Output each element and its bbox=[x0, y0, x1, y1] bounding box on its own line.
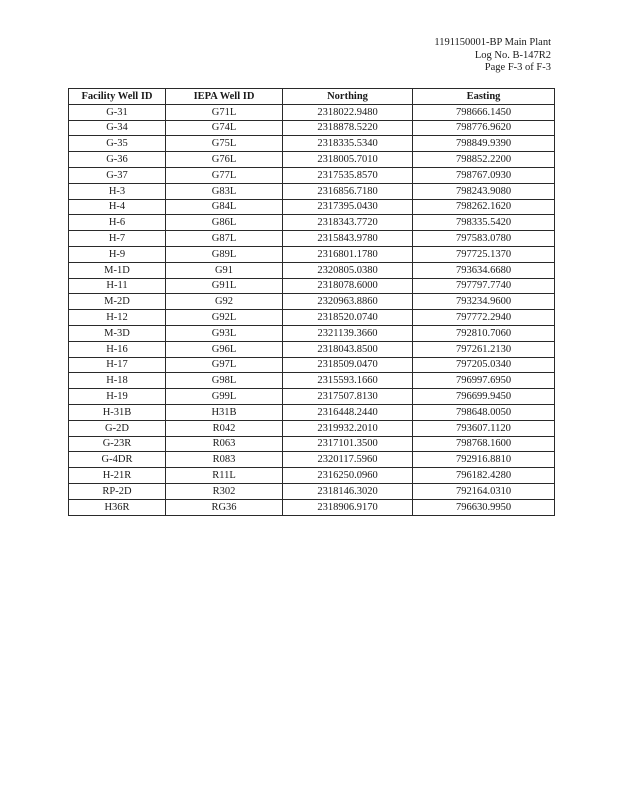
facility-well-id-cell: H-18 bbox=[69, 373, 166, 389]
northing-cell: 2318022.9480 bbox=[283, 104, 413, 120]
northing-cell: 2320117.5960 bbox=[283, 452, 413, 468]
page-number: Page F-3 of F-3 bbox=[484, 62, 551, 73]
iepa-well-id-cell: R11L bbox=[166, 468, 283, 484]
table-row bbox=[69, 310, 555, 326]
facility-well-id-cell: H-6 bbox=[69, 215, 166, 231]
iepa-well-id-cell: G96L bbox=[166, 341, 283, 357]
facility-well-id-cell: H-12 bbox=[69, 310, 166, 326]
facility-well-id-cell: M-1D bbox=[69, 262, 166, 278]
table-row bbox=[69, 215, 555, 231]
table-row bbox=[69, 120, 555, 136]
iepa-well-id-cell: G71L bbox=[166, 104, 283, 120]
northing-cell: 2317101.3500 bbox=[283, 436, 413, 452]
facility-well-id-cell: G-37 bbox=[69, 167, 166, 183]
northing-cell: 2316448.2440 bbox=[283, 404, 413, 420]
northing-cell: 2316856.7180 bbox=[283, 183, 413, 199]
easting-cell: 798335.5420 bbox=[413, 215, 555, 231]
iepa-well-id-cell: G92 bbox=[166, 294, 283, 310]
easting-cell: 797583.0780 bbox=[413, 231, 555, 247]
facility-well-id-cell: G-2D bbox=[69, 420, 166, 436]
iepa-well-id-cell: G74L bbox=[166, 120, 283, 136]
easting-cell: 793234.9600 bbox=[413, 294, 555, 310]
facility-well-id-cell: H-31B bbox=[69, 404, 166, 420]
facility-well-id-cell: H-4 bbox=[69, 199, 166, 215]
easting-cell: 796630.9950 bbox=[413, 499, 555, 515]
iepa-well-id-cell: H31B bbox=[166, 404, 283, 420]
easting-cell: 798776.9620 bbox=[413, 120, 555, 136]
facility-well-id-cell: M-3D bbox=[69, 325, 166, 341]
easting-cell: 798666.1450 bbox=[413, 104, 555, 120]
iepa-well-id-cell: R083 bbox=[166, 452, 283, 468]
easting-cell: 798767.0930 bbox=[413, 167, 555, 183]
easting-cell: 792164.0310 bbox=[413, 483, 555, 499]
facility-well-id-cell: H-17 bbox=[69, 357, 166, 373]
facility-well-id-cell: M-2D bbox=[69, 294, 166, 310]
table-row bbox=[69, 231, 555, 247]
table-row bbox=[69, 499, 555, 515]
facility-well-id-cell: H-11 bbox=[69, 278, 166, 294]
northing-cell: 2315843.9780 bbox=[283, 231, 413, 247]
iepa-well-id-cell: G83L bbox=[166, 183, 283, 199]
easting-cell: 797205.0340 bbox=[413, 357, 555, 373]
facility-well-id-cell: H-16 bbox=[69, 341, 166, 357]
easting-cell: 797797.7740 bbox=[413, 278, 555, 294]
easting-cell: 798243.9080 bbox=[413, 183, 555, 199]
iepa-well-id-cell: G97L bbox=[166, 357, 283, 373]
easting-cell: 792916.8810 bbox=[413, 452, 555, 468]
iepa-well-id-cell: R042 bbox=[166, 420, 283, 436]
northing-cell: 2318509.0470 bbox=[283, 357, 413, 373]
northing-cell: 2317395.0430 bbox=[283, 199, 413, 215]
northing-cell: 2316801.1780 bbox=[283, 246, 413, 262]
northing-cell: 2318078.6000 bbox=[283, 278, 413, 294]
easting-cell: 796997.6950 bbox=[413, 373, 555, 389]
northing-cell: 2318520.0740 bbox=[283, 310, 413, 326]
facility-well-id-cell: RP-2D bbox=[69, 483, 166, 499]
iepa-well-id-cell: G89L bbox=[166, 246, 283, 262]
iepa-well-id-cell: G77L bbox=[166, 167, 283, 183]
iepa-well-id-cell: G86L bbox=[166, 215, 283, 231]
northing-cell: 2318005.7010 bbox=[283, 152, 413, 168]
facility-well-id-cell: H-9 bbox=[69, 246, 166, 262]
northing-cell: 2318146.3020 bbox=[283, 483, 413, 499]
easting-cell: 798852.2200 bbox=[413, 152, 555, 168]
iepa-well-id-cell: G93L bbox=[166, 325, 283, 341]
table-row bbox=[69, 341, 555, 357]
facility-well-id-cell: G-31 bbox=[69, 104, 166, 120]
table-row bbox=[69, 167, 555, 183]
document-header bbox=[434, 37, 551, 75]
table-row bbox=[69, 325, 555, 341]
table-row bbox=[69, 389, 555, 405]
header-iepa-well-id: IEPA Well ID bbox=[166, 89, 283, 105]
easting-cell: 793607.1120 bbox=[413, 420, 555, 436]
northing-cell: 2320805.0380 bbox=[283, 262, 413, 278]
table-row bbox=[69, 468, 555, 484]
table-row bbox=[69, 483, 555, 499]
easting-cell: 797725.1370 bbox=[413, 246, 555, 262]
iepa-well-id-cell: G76L bbox=[166, 152, 283, 168]
northing-cell: 2318343.7720 bbox=[283, 215, 413, 231]
iepa-well-id-cell: G92L bbox=[166, 310, 283, 326]
northing-cell: 2317507.8130 bbox=[283, 389, 413, 405]
iepa-well-id-cell: G98L bbox=[166, 373, 283, 389]
northing-cell: 2318043.8500 bbox=[283, 341, 413, 357]
table-row bbox=[69, 246, 555, 262]
easting-cell: 796182.4280 bbox=[413, 468, 555, 484]
easting-cell: 798768.1600 bbox=[413, 436, 555, 452]
northing-cell: 2321139.3660 bbox=[283, 325, 413, 341]
northing-cell: 2319932.2010 bbox=[283, 420, 413, 436]
facility-well-id-cell: H-19 bbox=[69, 389, 166, 405]
easting-cell: 798648.0050 bbox=[413, 404, 555, 420]
facility-well-id-cell: G-35 bbox=[69, 136, 166, 152]
table-row bbox=[69, 199, 555, 215]
northing-cell: 2315593.1660 bbox=[283, 373, 413, 389]
table-row bbox=[69, 436, 555, 452]
well-coordinates-table bbox=[68, 88, 555, 516]
facility-well-id-cell: G-36 bbox=[69, 152, 166, 168]
iepa-well-id-cell: G84L bbox=[166, 199, 283, 215]
facility-well-id-cell: H36R bbox=[69, 499, 166, 515]
facility-well-id-cell: G-4DR bbox=[69, 452, 166, 468]
table-row bbox=[69, 262, 555, 278]
iepa-well-id-cell: R063 bbox=[166, 436, 283, 452]
facility-well-id-cell: G-34 bbox=[69, 120, 166, 136]
facility-well-id-cell: H-3 bbox=[69, 183, 166, 199]
easting-cell: 796699.9450 bbox=[413, 389, 555, 405]
easting-cell: 792810.7060 bbox=[413, 325, 555, 341]
northing-cell: 2318335.5340 bbox=[283, 136, 413, 152]
table-row bbox=[69, 278, 555, 294]
table-header-row bbox=[69, 89, 555, 105]
iepa-well-id-cell: G91 bbox=[166, 262, 283, 278]
table-row bbox=[69, 152, 555, 168]
iepa-well-id-cell: G99L bbox=[166, 389, 283, 405]
facility-well-id-cell: G-23R bbox=[69, 436, 166, 452]
iepa-well-id-cell: G75L bbox=[166, 136, 283, 152]
northing-cell: 2317535.8570 bbox=[283, 167, 413, 183]
iepa-well-id-cell: R302 bbox=[166, 483, 283, 499]
easting-cell: 798849.9390 bbox=[413, 136, 555, 152]
easting-cell: 797261.2130 bbox=[413, 341, 555, 357]
table-body bbox=[69, 104, 555, 515]
table-row bbox=[69, 104, 555, 120]
table-row bbox=[69, 404, 555, 420]
table-row bbox=[69, 183, 555, 199]
table-row bbox=[69, 294, 555, 310]
iepa-well-id-cell: RG36 bbox=[166, 499, 283, 515]
table-row bbox=[69, 373, 555, 389]
iepa-well-id-cell: G87L bbox=[166, 231, 283, 247]
header-facility-well-id: Facility Well ID bbox=[69, 89, 166, 105]
table-row bbox=[69, 420, 555, 436]
northing-cell: 2318878.5220 bbox=[283, 120, 413, 136]
project-number: 1191150001-BP Main Plant bbox=[434, 37, 551, 48]
header-northing: Northing bbox=[283, 89, 413, 105]
facility-well-id-cell: H-7 bbox=[69, 231, 166, 247]
northing-cell: 2316250.0960 bbox=[283, 468, 413, 484]
table-row bbox=[69, 136, 555, 152]
facility-well-id-cell: H-21R bbox=[69, 468, 166, 484]
easting-cell: 797772.2940 bbox=[413, 310, 555, 326]
iepa-well-id-cell: G91L bbox=[166, 278, 283, 294]
table-row bbox=[69, 357, 555, 373]
log-number: Log No. B-147R2 bbox=[474, 49, 551, 61]
table-row bbox=[69, 452, 555, 468]
easting-cell: 793634.6680 bbox=[413, 262, 555, 278]
header-easting: Easting bbox=[413, 89, 555, 105]
easting-cell: 798262.1620 bbox=[413, 199, 555, 215]
northing-cell: 2318906.9170 bbox=[283, 499, 413, 515]
northing-cell: 2320963.8860 bbox=[283, 294, 413, 310]
